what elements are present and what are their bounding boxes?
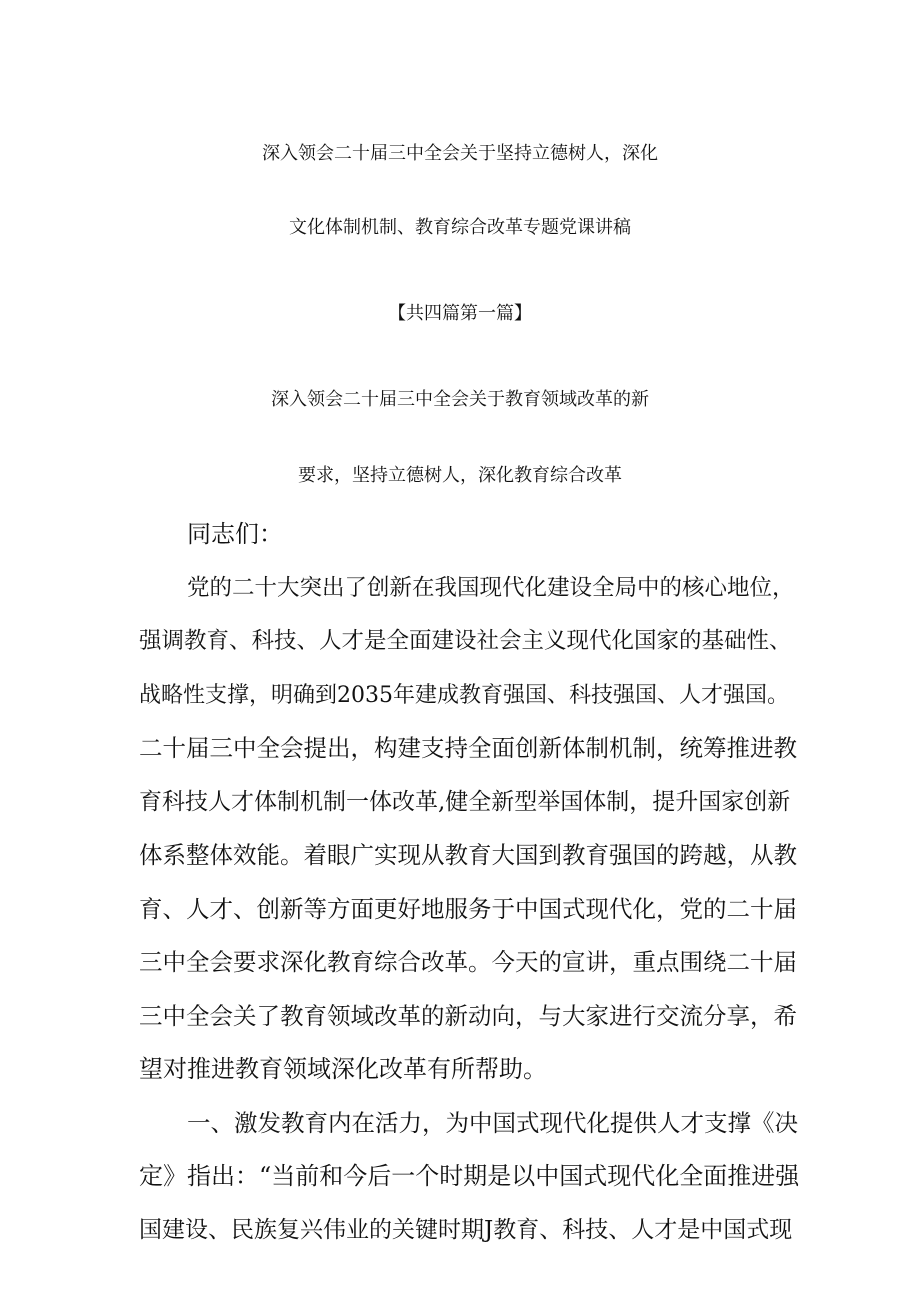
series-label: 【共四篇第一篇】: [388, 303, 532, 324]
paragraph-2-line: 一、激发教育内在活力，为中国式现代化提供人才支撑《决: [187, 1108, 798, 1137]
subtitle-line-1: 深入领会二十届三中全会关于教育领域改革的新: [271, 389, 649, 410]
paragraph-1-line: 党的二十大突出了创新在我国现代化建设全局中的核心地位，: [187, 574, 795, 601]
title-line-1: 深入领会二十届三中全会关于坚持立德树人，深化: [262, 143, 658, 164]
paragraph-2-line: 定》指出：“当前和今后一个时期是以中国式现代化全面推进强: [139, 1162, 800, 1190]
paragraph-1-line: 体系整体效能。着眼广实现从教育大国到教育强国的跨越，从教: [139, 841, 797, 869]
paragraph-1-line: 三中全会关了教育领域改革的新动向，与大家进行交流分享，希: [139, 1001, 797, 1030]
document-body: [139, 508, 799, 1257]
paragraph-1-line: 望对推进教育领域深化改革有所帮助。: [139, 1055, 547, 1083]
title-line-2: 文化体制机制、教育综合改革专题党课讲稿: [289, 217, 631, 238]
paragraph-1-line: 战略性支撑，明确到2035年建成教育强国、科技强国、人才强国。: [139, 682, 789, 708]
paragraph-1-line: 育、人才、创新等方面更好地服务于中国式现代化，党的二十届: [139, 894, 797, 923]
paragraph-1-line: 强调教育、科技、人才是全面建设社会主义现代化国家的基础性、: [139, 628, 792, 654]
paragraph-1-line: 二十届三中全会提出，构建支持全面创新体制机制，统筹推进教: [139, 734, 797, 762]
salutation: 同志们：: [187, 520, 283, 548]
subtitle-line-2: 要求，坚持立德树人，深化教育综合改革: [298, 465, 622, 486]
paragraph-1-line: 三中全会要求深化教育综合改革。今天的宣讲，重点围绕二十届: [139, 948, 797, 976]
paragraph-2-line: 国建设、民族复兴伟业的关键时期J教育、科技、人才是中国式现: [139, 1216, 793, 1243]
paragraph-1-line: 育科技人才体制机制一体改革,健全新型举国体制，提升国家创新: [139, 788, 791, 815]
